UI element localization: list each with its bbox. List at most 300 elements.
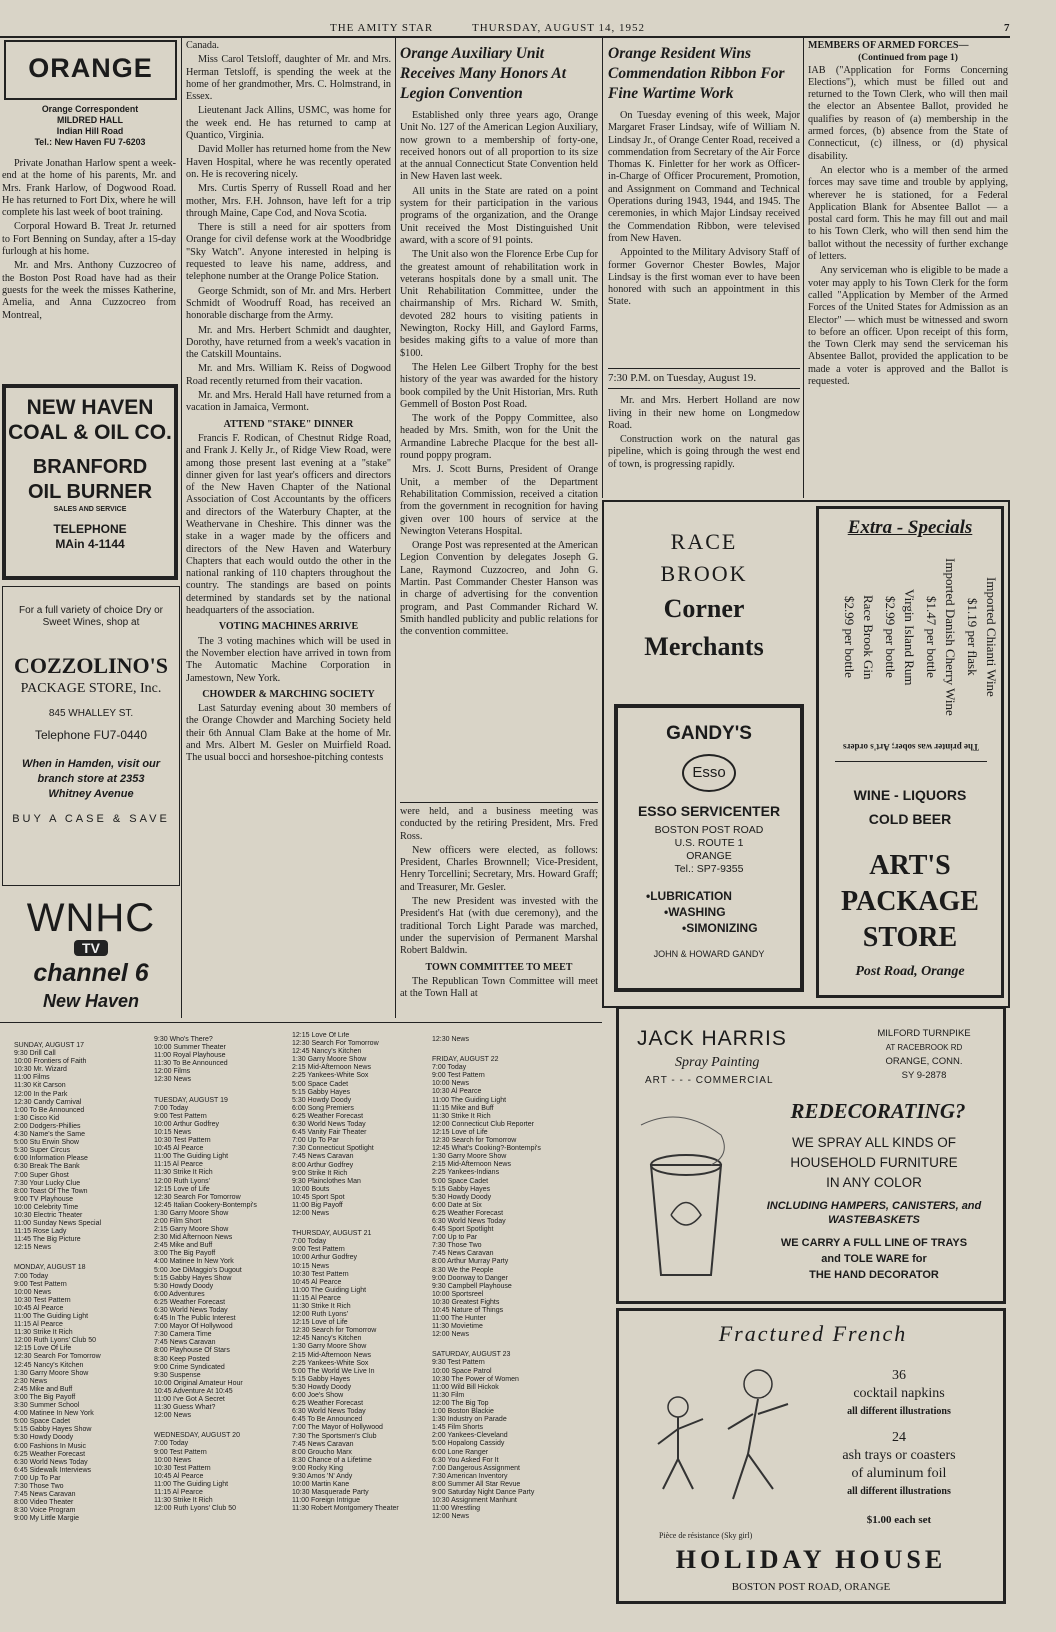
col4-continued xyxy=(608,372,800,498)
top-rule xyxy=(0,36,1010,38)
schedule-entry: 10:45 Al Pearce xyxy=(14,1304,64,1312)
schedule-entry: 11:15 Mike and Buff xyxy=(432,1104,494,1112)
schedule-entry: 2:30 News xyxy=(14,1377,48,1385)
cozz-ad-line: BUY A CASE & SAVE xyxy=(12,813,170,825)
schedule-entry: 7:45 News Caravan xyxy=(14,1491,76,1499)
schedule-entry: 6:25 Weather Forecast xyxy=(432,1209,504,1217)
news-paragraph: Corporal Howard B. Treat Jr. returned to Fort Benning on Sunday, after a 15-day furlough at his home. xyxy=(2,221,176,258)
schedule-entry: 11:30 Movietime xyxy=(432,1323,483,1331)
news-paragraph: Canada. xyxy=(186,40,220,51)
article-headline: Orange Auxiliary Unit Receives Many Honors At Legion Convention xyxy=(400,45,567,102)
news-paragraph: Mrs. Curtis Sperry of Russell Road and her mother, Mrs. F.H. Johnson, have left for a trip through Maine, Cape Cod, and Nova Scotia. xyxy=(186,183,391,219)
holiday-line: 24 xyxy=(892,1430,906,1445)
schedule-entry: 11:15 Al Pearce xyxy=(154,1161,203,1169)
schedule-entry: 1:45 Film Shorts xyxy=(432,1424,483,1432)
schedule-entry: 11:30 Robert Montgomery Theater xyxy=(292,1505,399,1513)
schedule-entry: 7:30 Connecticut Spotlight xyxy=(292,1145,374,1153)
schedule-entry: 10:30 Test Pattern xyxy=(292,1270,349,1278)
schedule-entry: 8:30 Voice Program xyxy=(14,1507,76,1515)
legion-article xyxy=(400,44,598,800)
city-label: New Haven xyxy=(42,991,140,1011)
wnhc-logo: WNHC xyxy=(26,896,156,940)
news-paragraph: Mr. and Mrs. Herbert Schmidt and daughter, Dorothy, have returned from a week's vacation in the Catskill Mountains. xyxy=(186,324,391,361)
schedule-entry: 11:00 Royal Playhouse xyxy=(154,1052,226,1060)
schedule-entry: 7:45 News Caravan xyxy=(292,1440,354,1448)
schedule-entry: 5:30 Howdy Doody xyxy=(292,1383,352,1391)
schedule-entry: 6:30 Break The Bank xyxy=(14,1163,80,1171)
holiday-address: BOSTON POST ROAD, ORANGE xyxy=(731,1581,891,1593)
gandy-service: •SIMONIZING xyxy=(682,921,758,935)
schedule-entry: 7:00 Today xyxy=(154,1440,189,1448)
harris-body xyxy=(743,1133,1005,1193)
schedule-spacer xyxy=(432,1339,582,1345)
news-paragraph: Private Jonathan Harlow spent a week-end at the home of his parents, Mr. and Mrs. Frank Harlow, of Dogwood Road. He has returned to Fort Dix, where he will complete his last week of boot training. xyxy=(2,158,176,219)
harris-line: and TOLE WARE for xyxy=(821,1253,927,1265)
schedule-entry: 5:00 Joe DiMaggio's Dugout xyxy=(154,1266,242,1274)
race-brook-line: Merchants xyxy=(644,632,764,661)
schedule-entry: 6:00 Adventures xyxy=(154,1290,205,1298)
schedule-entry: 10:30 Greatest Fights xyxy=(432,1298,500,1306)
news-paragraph: On Tuesday evening of this week, Major Margaret Fraser Lindsay, wife of William N. Lindsay Jr., of Orange Center Road, received a commendation from Secretary of the Air Force Thomas K. Finletter for her work as Officer-in-Charge of Officer Procurement, Promotion, and Assignment on Command and Technical Operations during 1943, 1944, and 1945. The ceremonies, in which Major Lindsay received the Commendation Ribbon, were televised from New Haven. xyxy=(608,110,800,244)
schedule-entry: 2:00 Dodgers-Phillies xyxy=(14,1122,81,1130)
schedule-entry: 12:45 Nancy's Kitchen xyxy=(292,1048,362,1056)
coal-ad-line: TELEPHONE xyxy=(53,522,127,536)
ad-arts-package-store xyxy=(816,506,1004,998)
schedule-entry: 9:30 Drill Call xyxy=(14,1050,56,1058)
schedule-entry: 10:30 Masquerade Party xyxy=(292,1489,369,1497)
schedule-entry: 12:15 Love of Life xyxy=(432,1128,488,1136)
schedule-day-heading: WEDNESDAY, AUGUST 20 xyxy=(154,1432,240,1440)
news-paragraph: Any serviceman who is eligible to be made a voter may apply to his Town Clerk for the form called "Application by Member of the Armed Forces of the United States for Admission as an Elector" — which must be witnessed and sworn to before an officer. Upon receipt of this form, the Town Clerk may send the serviceman his Absentee Ballot, provided the application to be made a voter is approved and the Ballot is requested. xyxy=(808,265,1008,388)
armed-forces-article xyxy=(808,40,1008,498)
schedule-entry: 11:15 Al Pearce xyxy=(14,1321,63,1329)
column-rule xyxy=(395,38,396,1018)
schedule-entry: 10:15 News xyxy=(292,1262,329,1270)
schedule-entry: 11:00 Sunday News Special xyxy=(14,1220,102,1228)
schedule-entry: 11:00 The Guiding Light xyxy=(154,1153,229,1161)
correspondent-label: Orange Correspondent xyxy=(41,104,139,114)
schedule-entry: 9:00 Test Pattern xyxy=(432,1072,485,1080)
schedule-entry: 7:00 Mayor Of Hollywood xyxy=(154,1323,233,1331)
schedule-entry: 10:45 Sport Spot xyxy=(292,1193,345,1201)
ad-new-haven-coal xyxy=(2,384,178,580)
schedule-entry: 11:15 Al Pearce xyxy=(154,1488,203,1496)
schedule-entry: 10:30 Al Pearce xyxy=(432,1088,482,1096)
gandy-line: U.S. ROUTE 1 xyxy=(674,837,744,849)
news-paragraph: Construction work on the natural gas pipeline, which is going through the west end of town, is progressing rapidly. xyxy=(608,434,800,470)
schedule-entry: 6:00 Fashions In Music xyxy=(14,1442,86,1450)
race-brook-line: RACE xyxy=(670,529,738,554)
schedule-entry: 7:00 Today xyxy=(292,1238,327,1246)
schedule-entry: 5:15 Gabby Hayes xyxy=(292,1088,350,1096)
news-paragraph: Lieutenant Jack Allins, USMC, was home for the week end. He has returned to camp at Quantico, Virginia. xyxy=(186,105,391,142)
schedule-entry: 7:45 News Caravan xyxy=(292,1153,354,1161)
news-paragraph: The Unit also won the Florence Erbe Cup for the greatest amount of rehabilitation work in veterans hospitals done by a small unit. The Unit Rehabilitation Committee, under the chairmanship of Mrs. Richard W. Smith, devoted 282 hours to visiting patients in Newington, Rocky Hill, and Gaylord Farms, besides making gifts to a value of more than $100. xyxy=(400,249,598,359)
news-paragraph: All units in the State are rated on a point system for their participation in the various programs of the organization, and the Orange Unit received the Most Distinguished Unit award, with a score of 91 points. xyxy=(400,185,598,246)
schedule-entry: 5:15 Gabby Hayes Show xyxy=(14,1426,92,1434)
harris-address-line: AT RACEBROOK RD xyxy=(885,1043,963,1052)
schedule-entry: 3:00 The Big Payoff xyxy=(14,1393,76,1401)
schedule-entry: 5:00 Space Cadet xyxy=(292,1080,349,1088)
schedule-entry: 7:30 Those Two xyxy=(14,1482,64,1490)
schedule-day-heading: SUNDAY, AUGUST 17 xyxy=(14,1042,85,1049)
schedule-entry: 12:30 Search for Tomorrow xyxy=(292,1327,377,1335)
special-item: Race Brook Gin $2.99 per bottle xyxy=(842,594,876,680)
schedule-entry: 2:15 Garry Moore Show xyxy=(154,1226,229,1234)
schedule-day-heading: THURSDAY, AUGUST 21 xyxy=(292,1230,372,1238)
harris-line: IN ANY COLOR xyxy=(826,1175,922,1190)
schedule-entry: 12:00 Ruth Lyons' xyxy=(292,1311,348,1319)
schedule-entry: 10:45 Al Pearce xyxy=(154,1145,204,1153)
schedule-entry: 2:25 Yankees-White Sox xyxy=(292,1072,369,1080)
schedule-entry: 1:30 Garry Moore Show xyxy=(432,1153,507,1161)
schedule-entry: 11:15 Al Pearce xyxy=(292,1294,341,1302)
masthead xyxy=(0,18,1056,36)
subheading: ATTEND "STAKE" DINNER xyxy=(223,418,354,430)
schedule-entry: 8:30 Chance of a Lifetime xyxy=(292,1456,372,1464)
schedule-entry: 7:00 Super Ghost xyxy=(14,1171,69,1179)
schedule-entry: 2:30 Mid Afternoon News xyxy=(154,1234,233,1242)
schedule-entry: 5:15 Gabby Hayes xyxy=(292,1375,350,1383)
schedule-entry: 6:45 Vanity Fair Theater xyxy=(292,1129,367,1137)
arts-line: COLD BEER xyxy=(868,811,952,827)
arts-line: Post Road, Orange xyxy=(855,964,965,979)
special-item: Virgin Island Rum $2.99 per bottle xyxy=(883,588,917,686)
schedule-entry: 6:00 Song Premiers xyxy=(292,1104,354,1112)
news-paragraph: Francis F. Rodican, of Chestnut Ridge Road, and Frank J. Kelly Jr., of Ridge View Road, were among those present last evening at a "stake" dinner given for last year's officers and directors of the New Haven Chapter of the National Association of Cost Accountants by the officers and directors of the Waterbury Chapter, at the Weathervane in Cheshire. This dinner was the stake in a wager made by the officers and directors of the New Haven and Waterbury Chapters that each would outdo the other in the national ranking of 110 chapters throughout the country. The standings are based on points determined by standards set by the national headquarters of the association. xyxy=(186,432,391,617)
news-paragraph: David Moller has returned home from the New Haven Hospital, where he was recently operated on. He is recovering nicely. xyxy=(186,144,391,180)
schedule-entry: 10:15 News xyxy=(154,1128,191,1136)
schedule-entry: 12:45 Italian Cookery-Bontempi's xyxy=(154,1201,257,1209)
cozz-ad-line: COZZOLINO'S xyxy=(13,653,169,678)
schedule-day-heading: MONDAY, AUGUST 18 xyxy=(14,1264,86,1272)
schedule-entry: 12:00 News xyxy=(432,1331,469,1339)
arts-line: ART'S xyxy=(869,850,951,881)
schedule-entry: 8:00 Video Theater xyxy=(14,1499,74,1507)
schedule-entry: 11:30 Strike It Rich xyxy=(154,1169,213,1177)
schedule-entry: 6:00 Information Please xyxy=(14,1155,88,1163)
news-paragraph: Mrs. J. Scott Burns, President of Orange Unit, a member of the Department Rehabilitation Commission, received a citation from the government in recognition for having given over 100 hours of service at the Newington Veterans Hospital. xyxy=(400,464,598,537)
cozz-ad-line: Telephone FU7-0440 xyxy=(34,728,148,742)
schedule-entry: 12:00 Connecticut Club Reporter xyxy=(432,1120,534,1128)
schedule-entry: 12:00 Ruth Lyons' xyxy=(154,1177,210,1185)
schedule-entry: 9:00 Crime Syndicated xyxy=(154,1363,225,1371)
schedule-entry: 10:30 Test Pattern xyxy=(14,1296,71,1304)
arts-line: PACKAGE xyxy=(841,886,979,917)
ad-cozzolinos xyxy=(2,586,180,886)
schedule-entry: 9:00 Rocky King xyxy=(292,1464,343,1472)
news-paragraph: The 3 voting machines which will be used in the November election have arrived in town from The Automatic Machine Corporation in Jamestown, New York. xyxy=(186,635,391,684)
schedule-entry: 2:00 Yankees-Cleveland xyxy=(432,1432,508,1440)
schedule-entry: 11:00 Wrestling xyxy=(432,1505,480,1513)
column-rule xyxy=(181,38,182,1018)
cozz-ad-line: For a full variety of choice Dry or Sweet Wines, shop at xyxy=(19,605,163,628)
schedule-entry: 5:30 Howdy Doody xyxy=(432,1193,492,1201)
schedule-entry: 7:30 Camera Time xyxy=(154,1331,212,1339)
schedule-entry: 1:30 Industry on Parade xyxy=(432,1416,507,1424)
schedule-entry: 1:30 Garry Moore Show xyxy=(14,1369,89,1377)
harris-name: JACK HARRIS xyxy=(637,1027,787,1050)
schedule-entry: 5:00 Space Cadet xyxy=(14,1418,71,1426)
gandy-service: •WASHING xyxy=(664,905,726,919)
harris-trays xyxy=(743,1235,1005,1283)
schedule-entry: 11:00 The Guiding Light xyxy=(14,1313,89,1320)
news-paragraph: 7:30 P.M. on Tuesday, August 19. xyxy=(608,372,757,384)
schedule-entry: 9:00 Test Pattern xyxy=(154,1448,207,1456)
schedule-entry: 9:00 Saturday Night Dance Party xyxy=(432,1488,535,1496)
schedule-entry: 11:30 Guess What? xyxy=(154,1404,216,1412)
schedule-entry: 2:15 Mid-Afternoon News xyxy=(432,1161,511,1169)
schedule-entry: 12:30 News xyxy=(432,1036,469,1043)
coal-ad-line: NEW HAVEN xyxy=(26,396,154,419)
schedule-entry: 9:30 Campbell Playhouse xyxy=(432,1282,512,1290)
schedule-entry: 9:00 Test Pattern xyxy=(292,1246,345,1254)
coal-ad-line: SALES AND SERVICE xyxy=(53,506,127,513)
race-brook-line: BROOK xyxy=(660,561,748,586)
schedule-entry: 10:30 Test Pattern xyxy=(154,1137,211,1145)
schedule-entry: 12:15 Love of Life xyxy=(154,1185,210,1193)
schedule-entry: 9:30 Amos 'N' Andy xyxy=(292,1472,353,1480)
esso-logo: Esso xyxy=(682,754,736,792)
schedule-spacer xyxy=(292,1218,426,1224)
schedule-entry: 8:00 Arthur Murray Party xyxy=(432,1258,509,1266)
harris-line: Spray Painting xyxy=(675,1055,760,1070)
schedule-entry: 2:45 Mike and Buff xyxy=(154,1242,213,1250)
ad-race-brook xyxy=(606,504,802,700)
news-paragraph: The new President was invested with the President's Hat (with due ceremony), and the traditional Torch Light Parade was marched, under the supervision of Permanent Marshal Robert Baldwin. xyxy=(400,896,598,957)
gandy-line: GANDY'S xyxy=(666,723,752,744)
channel-label: channel 6 xyxy=(33,959,149,987)
schedule-entry: 8:00 Playhouse Of Stars xyxy=(154,1347,230,1355)
news-paragraph: Mr. and Mrs. William K. Reiss of Dogwood Road recently returned from their vacation. xyxy=(186,363,391,387)
coal-ad-line: BRANFORD xyxy=(32,456,148,478)
schedule-entry: 12:00 Ruth Lyons' Club 50 xyxy=(14,1337,97,1345)
news-paragraph: There is still a need for air spotters from Orange for civil defense work at the Woodbridge "Sky Watch". Anyone interested in helping is requested to leave his name, address, and telephone number at the Orange Police Station. xyxy=(186,222,391,283)
news-paragraph: The Helen Lee Gilbert Trophy for the best history of the year was awarded for the history book compiled by the Unit Historian, Mrs. Ruth Gemmell of Boston Post Road. xyxy=(400,361,598,410)
schedule-entry: 7:00 Dangerous Assignment xyxy=(432,1464,520,1472)
schedule-entry: 12:15 Love of Life xyxy=(292,1319,348,1327)
schedule-entry: 12:45 What's Cooking?-Bontempi's xyxy=(432,1145,541,1153)
harris-redecorating: REDECORATING? xyxy=(790,1099,966,1123)
schedule-entry: 6:45 To Be Announced xyxy=(292,1416,363,1424)
schedule-entry: 11:30 Strike It Rich xyxy=(292,1303,351,1310)
ad-wnhc xyxy=(2,892,180,1032)
schedule-entry: 11:30 Strike It Rich xyxy=(14,1329,73,1337)
schedule-entry: 6:25 Weather Forecast xyxy=(292,1112,364,1120)
schedule-entry: 10:00 Frontiers of Faith xyxy=(14,1058,87,1066)
schedule-entry: 10:00 Arthur Godfrey xyxy=(154,1120,219,1128)
coal-ad-line: OIL BURNER xyxy=(27,481,153,503)
ad-gandys xyxy=(614,704,804,992)
fractured-french-title: Fractured French xyxy=(718,1321,908,1346)
schedule-entry: 6:00 Lone Ranger xyxy=(432,1448,489,1456)
schedule-entry: 9:00 Strike It Rich xyxy=(292,1169,348,1177)
schedule-entry: 12:00 Ruth Lyons' Club 50 xyxy=(154,1505,237,1513)
news-paragraph: An elector who is a member of the armed forces may save time and trouble by applying, wherever he is stationed, for a Federal Application Blank for Absentee Ballot — a postal card form. This he may fill out and mail to his Town Clerk, who will then send him the ballot without the necessity of further exchange of letters. xyxy=(808,164,1008,263)
schedule-entry: 2:25 Yankees-White Sox xyxy=(292,1359,369,1367)
news-paragraph: were held, and a business meeting was conducted by the retiring President, Mrs. Fred Ross. xyxy=(400,806,598,842)
harris-line: INCLUDING HAMPERS, CANISTERS, and WASTEBASKETS xyxy=(766,1200,982,1226)
holiday-line: of aluminum foil xyxy=(851,1466,947,1481)
harris-address xyxy=(849,1027,999,1083)
schedule-entry: 2:45 Mike and Buff xyxy=(14,1385,73,1393)
schedule-entry: 12:15 Love Of Life xyxy=(292,1032,350,1039)
news-paragraph: IAB ("Application for Forms Concerning Elections"), which must be filled out and returned to the Town Clerk, who will then mail the elector an Absentee Ballot, provided he qualifies by reason of (a) membership in the armed forces, (b) absence from the State of Connecticut, (c) illness, or (d) physical disability. xyxy=(808,64,1008,162)
news-paragraph: New officers were elected, as follows: President, Charles Brownnell; Vice-President, Henry Torcellini; Secretary, Mrs. Howard Graff; and Treasurer, Mr. Gesler. xyxy=(400,844,598,893)
schedule-entry: 12:00 In the Park xyxy=(14,1090,68,1098)
schedule-entry: 7:00 The Mayor of Hollywood xyxy=(292,1424,383,1432)
article-divider xyxy=(608,388,800,389)
schedule-entry: 11:30 Kit Carson xyxy=(14,1082,66,1090)
harris-line: WE CARRY A FULL LINE OF TRAYS xyxy=(780,1237,968,1249)
schedule-entry: 11:30 Strike It Rich xyxy=(432,1112,491,1120)
holiday-line: all different illustrations xyxy=(847,1486,951,1497)
schedule-entry: 12:15 News xyxy=(14,1244,51,1252)
news-paragraph: Appointed to the Military Advisory Staff of former Governor Chester Bowles, Major Lindsay is the first woman ever to have been honored with such an appointment in this State. xyxy=(608,247,800,308)
schedule-entry: 10:45 Al Pearce xyxy=(292,1278,342,1286)
schedule-entry: 1:30 Garry Moore Show xyxy=(292,1056,367,1064)
schedule-entry: 1:30 Garry Moore Show xyxy=(154,1209,229,1217)
upside-down-note: The printer was sober; Art's orders xyxy=(842,742,980,752)
cartoon-illustration xyxy=(633,1359,803,1509)
schedule-entry: 11:00 Wild Bill Hickok xyxy=(432,1383,499,1391)
news-paragraph: Mr. and Mrs. Herald Hall have returned from a vacation in Jamaica, Vermont. xyxy=(186,390,391,414)
schedule-entry: 10:45 Adventure At 10:45 xyxy=(154,1387,233,1395)
schedule-entry: 11:00 The Hunter xyxy=(432,1315,486,1323)
ad-holiday-house xyxy=(616,1308,1006,1604)
schedule-entry: 11:30 Film xyxy=(432,1391,465,1399)
schedule-entry: 5:00 Space Cadet xyxy=(432,1177,489,1185)
schedule-entry: 11:00 I've Got A Secret xyxy=(154,1396,225,1404)
orange-header-box xyxy=(4,40,177,100)
news-paragraph: The work of the Poppy Committee, also headed by Mrs. Smith, won for the Unit the Armandine Labreche Placque for the best all-round poppy program. xyxy=(400,413,598,462)
orange-news-col1 xyxy=(2,158,176,376)
schedule-entry: 11:45 The Big Picture xyxy=(14,1236,81,1244)
column-rule xyxy=(602,38,603,498)
issue-date: THURSDAY, AUGUST 14, 1952 xyxy=(472,22,646,34)
ad-divider xyxy=(835,761,987,762)
schedule-entry: 12:30 Search For Tomorrow xyxy=(14,1353,101,1361)
schedule-entry: 1:30 Garry Moore Show xyxy=(292,1343,367,1351)
schedule-entry: 12:00 Films xyxy=(154,1068,191,1076)
schedule-entry: 9:00 Doorway to Danger xyxy=(432,1274,508,1282)
schedule-entry: 10:30 Mr. Wizard xyxy=(14,1066,67,1074)
cozz-ad-line: 845 WHALLEY ST. xyxy=(48,708,134,719)
cozz-ad-line: When in Hamden, visit our branch store at 2353 Whitney Avenue xyxy=(21,758,161,800)
schedule-entry: 8:00 Summer All Star Revue xyxy=(432,1480,521,1488)
holiday-line: 36 xyxy=(892,1368,906,1383)
schedule-entry: 10:00 Space Patrol xyxy=(432,1367,492,1375)
tv-schedule-col3 xyxy=(292,1032,426,1626)
lindsay-article xyxy=(608,44,800,364)
schedule-entry: 6:30 World News Today xyxy=(292,1408,366,1416)
coal-ad-line: MAin 4-1144 xyxy=(55,537,125,551)
schedule-entry: 7:30 The Sportsmen's Club xyxy=(292,1432,377,1440)
schedule-entry: 5:30 Howdy Doody xyxy=(154,1282,214,1290)
schedule-entry: 2:15 Mid-Afternoon News xyxy=(292,1351,371,1359)
schedule-entry: 10:00 Sportsreel xyxy=(432,1290,484,1298)
schedule-entry: 11:00 The Guiding Light xyxy=(154,1480,229,1488)
schedule-entry: 11:00 Films xyxy=(14,1074,50,1082)
page-number: 7 xyxy=(1004,22,1011,34)
holiday-offer xyxy=(799,1367,999,1529)
schedule-entry: 9:00 Test Pattern xyxy=(154,1112,207,1120)
schedule-entry: 5:30 Howdy Doody xyxy=(14,1434,74,1442)
schedule-entry: 7:00 Today xyxy=(432,1064,467,1072)
schedule-entry: 10:00 Original Amateur Hour xyxy=(154,1379,243,1387)
schedule-entry: 9:00 TV Playhouse xyxy=(14,1195,74,1203)
arts-line: WINE - LIQUORS xyxy=(853,787,967,803)
schedule-entry: 12:00 News xyxy=(154,1412,191,1420)
harris-line: THE HAND DECORATOR xyxy=(809,1269,939,1281)
gandy-line: BOSTON POST ROAD xyxy=(654,824,764,836)
subheading: TOWN COMMITTEE TO MEET xyxy=(425,961,573,973)
schedule-entry: 11:00 Foreign Intrigue xyxy=(292,1497,360,1505)
schedule-entry: 9:30 Who's There? xyxy=(154,1036,213,1043)
schedule-entry: 11:00 Big Payoff xyxy=(292,1201,343,1209)
holiday-caption: Pièce de résistance (Sky girl) xyxy=(659,1531,753,1540)
schedule-entry: 7:30 Your Lucky Clue xyxy=(14,1179,81,1187)
schedule-entry: 8:30 We the People xyxy=(432,1266,494,1274)
gandy-line: ESSO SERVICENTER xyxy=(637,803,781,819)
news-paragraph: The Republican Town Committee will meet at the Town Hall at xyxy=(400,975,598,1000)
schedule-entry: 6:45 Sidewalk Interviews xyxy=(14,1466,92,1474)
schedule-entry: 5:15 Gabby Hayes Show xyxy=(154,1274,232,1282)
news-paragraph: Mr. and Mrs. Herbert Holland are now living in their new home on Longmedow Road. xyxy=(608,395,800,431)
schedule-entry: 8:30 Keep Posted xyxy=(154,1355,210,1363)
gandy-service: •LUBRICATION xyxy=(646,889,732,903)
column-rule xyxy=(803,38,804,498)
schedule-entry: 7:45 News Caravan xyxy=(154,1339,216,1347)
schedule-entry: 11:00 The Guiding Light xyxy=(432,1096,507,1104)
news-paragraph: Orange Post was represented at the American Legion Convention by delegates Joseph G. Lane, Raymond Cuzzocreo, and John G. Martin. Past Commander Chester Hanson was in charge of advertising for the convention program, and Past Commander Richard W. Smith handled publicity and public relations for the convention committee. xyxy=(400,540,598,638)
schedule-entry: 5:30 Howdy Doody xyxy=(292,1096,352,1104)
subheading: VOTING MACHINES ARRIVE xyxy=(218,621,359,633)
orange-title: ORANGE xyxy=(28,53,153,83)
schedule-entry: 4:00 Matinee In New York xyxy=(14,1410,94,1418)
schedule-entry: 7:30 American Inventory xyxy=(432,1472,508,1480)
schedule-entry: 12:00 News xyxy=(432,1513,469,1521)
schedule-entry: 2:00 Film Short xyxy=(154,1217,202,1225)
news-paragraph: Established only three years ago, Orange Unit No. 127 of the American Legion Auxiliary, now grown to a membership of forty-one, received honors out of all proportion to its size at the annual Connecticut State Convention held in New Haven last week. xyxy=(400,110,598,183)
schedule-entry: 1:00 To Be Announced xyxy=(14,1106,85,1114)
schedule-entry: 6:00 Joe's Show xyxy=(292,1392,344,1400)
schedule-entry: 5:00 Hopalong Cassidy xyxy=(432,1440,505,1448)
schedule-entry: 6:45 Sport Spotlight xyxy=(432,1226,494,1234)
holiday-price: $1.00 each set xyxy=(866,1514,932,1526)
schedule-entry: 12:45 Nancy's Kitchen xyxy=(14,1361,84,1369)
schedule-entry: 6:00 Date at Six xyxy=(432,1201,482,1209)
schedule-entry: 12:30 News xyxy=(154,1076,191,1084)
schedule-entry: 12:00 News xyxy=(292,1210,329,1218)
schedule-entry: 6:30 World News Today xyxy=(14,1458,88,1466)
special-item: Imported Chianti Wine $1.19 per flask xyxy=(965,577,999,697)
schedule-entry: 6:30 World News Today xyxy=(432,1217,506,1225)
schedule-entry: 7:00 Today xyxy=(14,1272,49,1280)
schedule-entry: 6:30 World News Today xyxy=(292,1121,366,1129)
schedule-entry: 10:00 Celebrity Time xyxy=(14,1203,79,1211)
harris-line: WE SPRAY ALL KINDS OF xyxy=(791,1135,957,1150)
schedule-entry: 10:30 The Power of Women xyxy=(432,1375,519,1383)
schedule-entry: 8:00 Groucho Marx xyxy=(292,1448,352,1456)
schedule-entry: 10:45 Al Pearce xyxy=(154,1472,204,1480)
schedule-entry: 11:15 Rose Lady xyxy=(14,1228,67,1236)
gandy-line: Tel.: SP7-9355 xyxy=(674,863,744,875)
chowder-continued xyxy=(400,806,598,1018)
arts-line: STORE xyxy=(862,922,958,953)
schedule-entry: 10:00 Martin Kane xyxy=(292,1481,350,1489)
harris-line: HOUSEHOLD FURNITURE xyxy=(790,1155,958,1170)
